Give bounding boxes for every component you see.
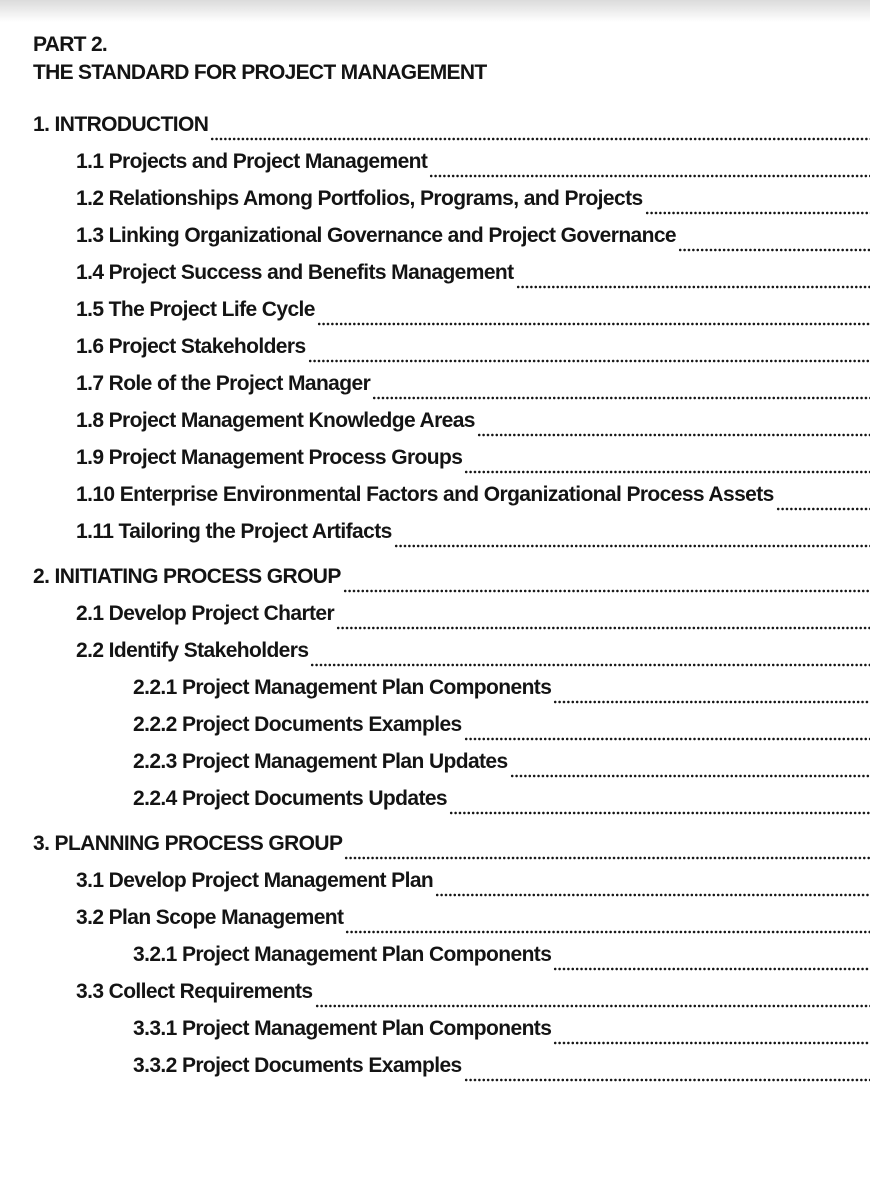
dot-leader — [678, 248, 870, 252]
toc-entry[interactable] — [33, 602, 870, 639]
toc-entry-label: 1.9 Project Management Process Groups — [76, 446, 463, 469]
toc-entry-label: 3.1 Develop Project Management Plan — [76, 869, 434, 892]
dot-leader — [645, 211, 870, 215]
toc-entry[interactable] — [33, 298, 870, 335]
toc-entry-label: 1.3 Linking Organizational Governance and Project Governance — [76, 224, 677, 247]
page-top-shadow — [0, 0, 870, 22]
toc-entry-label: 3.3.2 Project Documents Examples — [133, 1054, 462, 1077]
toc-entry-label: 1.2 Relationships Among Portfolios, Programs, and Projects — [76, 187, 643, 210]
toc-entry[interactable] — [33, 787, 870, 824]
toc-entry[interactable] — [33, 980, 870, 1017]
toc-entry-label: 2.2.1 Project Management Plan Components — [133, 676, 552, 699]
toc-entry-label: 1.8 Project Management Knowledge Areas — [76, 409, 475, 432]
toc-entry[interactable] — [33, 520, 870, 557]
dot-leader — [435, 893, 870, 897]
toc-entry-label: 2.2.2 Project Documents Examples — [133, 713, 462, 736]
toc-entry-label: 3.3.1 Project Management Plan Components — [133, 1017, 552, 1040]
dot-leader — [516, 285, 870, 289]
toc-entry-label: 3.2.1 Project Management Plan Components — [133, 943, 552, 966]
dot-leader — [464, 1078, 870, 1082]
toc-entry-label: 2.2.4 Project Documents Updates — [133, 787, 448, 810]
toc-entry[interactable] — [33, 1017, 870, 1054]
toc-entry[interactable] — [33, 676, 870, 713]
toc-entry[interactable] — [33, 150, 870, 187]
toc-entry[interactable] — [33, 565, 870, 602]
toc-entry-label: 1.6 Project Stakeholders — [76, 335, 306, 358]
toc-entry[interactable] — [33, 1054, 870, 1091]
toc-entry-label: 1.4 Project Success and Benefits Management — [76, 261, 514, 284]
dot-leader — [210, 137, 870, 141]
toc-entry-label: 1.11 Tailoring the Project Artifacts — [76, 520, 392, 543]
dot-leader — [310, 663, 870, 667]
toc-entry[interactable] — [33, 261, 870, 298]
page-header — [33, 31, 853, 87]
toc-entry[interactable] — [33, 906, 870, 943]
dot-leader — [315, 1004, 870, 1008]
dot-leader — [776, 507, 870, 511]
toc-entry-label: 2. INITIATING PROCESS GROUP — [33, 565, 341, 588]
dot-leader — [429, 174, 870, 178]
toc-entry-label: 1. INTRODUCTION — [33, 113, 209, 136]
dot-leader — [343, 589, 870, 593]
toc-entry[interactable] — [33, 187, 870, 224]
toc-entry[interactable] — [33, 335, 870, 372]
dot-leader — [308, 359, 870, 363]
dot-leader — [317, 322, 870, 326]
toc-entry[interactable] — [33, 943, 870, 980]
dot-leader — [510, 774, 870, 778]
part-label: PART 2. — [33, 33, 108, 56]
dot-leader — [336, 626, 870, 630]
toc-entry[interactable] — [33, 832, 870, 869]
dot-leader — [449, 811, 870, 815]
dot-leader — [553, 700, 870, 704]
toc-entry-label: 3. PLANNING PROCESS GROUP — [33, 832, 343, 855]
toc-entry-label: 1.10 Enterprise Environmental Factors and Organizational Process Assets — [76, 483, 774, 506]
toc-entry[interactable] — [33, 113, 870, 150]
dot-leader — [372, 396, 870, 400]
toc-entry[interactable] — [33, 750, 870, 787]
toc-entry[interactable] — [33, 713, 870, 750]
dot-leader — [464, 737, 870, 741]
toc-entry[interactable] — [33, 639, 870, 676]
toc-entry[interactable] — [33, 869, 870, 906]
toc-entry-label: 1.5 The Project Life Cycle — [76, 298, 315, 321]
toc-entry-label: 3.2 Plan Scope Management — [76, 906, 344, 929]
dot-leader — [345, 930, 870, 934]
toc-entry-label: 2.2.3 Project Management Plan Updates — [133, 750, 508, 773]
dot-leader — [464, 470, 870, 474]
dot-leader — [344, 856, 870, 860]
dot-leader — [553, 967, 870, 971]
dot-leader — [477, 433, 870, 437]
toc-entry-label: 2.2 Identify Stakeholders — [76, 639, 309, 662]
toc-entry-label: 1.1 Projects and Project Management — [76, 150, 428, 173]
toc-entry-label: 3.3 Collect Requirements — [76, 980, 313, 1003]
table-of-contents — [33, 113, 870, 1091]
dot-leader — [394, 544, 870, 548]
toc-entry[interactable] — [33, 409, 870, 446]
dot-leader — [553, 1041, 870, 1045]
page-title: THE STANDARD FOR PROJECT MANAGEMENT — [33, 61, 487, 84]
toc-entry[interactable] — [33, 446, 870, 483]
toc-entry-label: 1.7 Role of the Project Manager — [76, 372, 371, 395]
toc-entry-label: 2.1 Develop Project Charter — [76, 602, 335, 625]
toc-entry[interactable] — [33, 372, 870, 409]
toc-entry[interactable] — [33, 224, 870, 261]
toc-entry[interactable] — [33, 483, 870, 520]
